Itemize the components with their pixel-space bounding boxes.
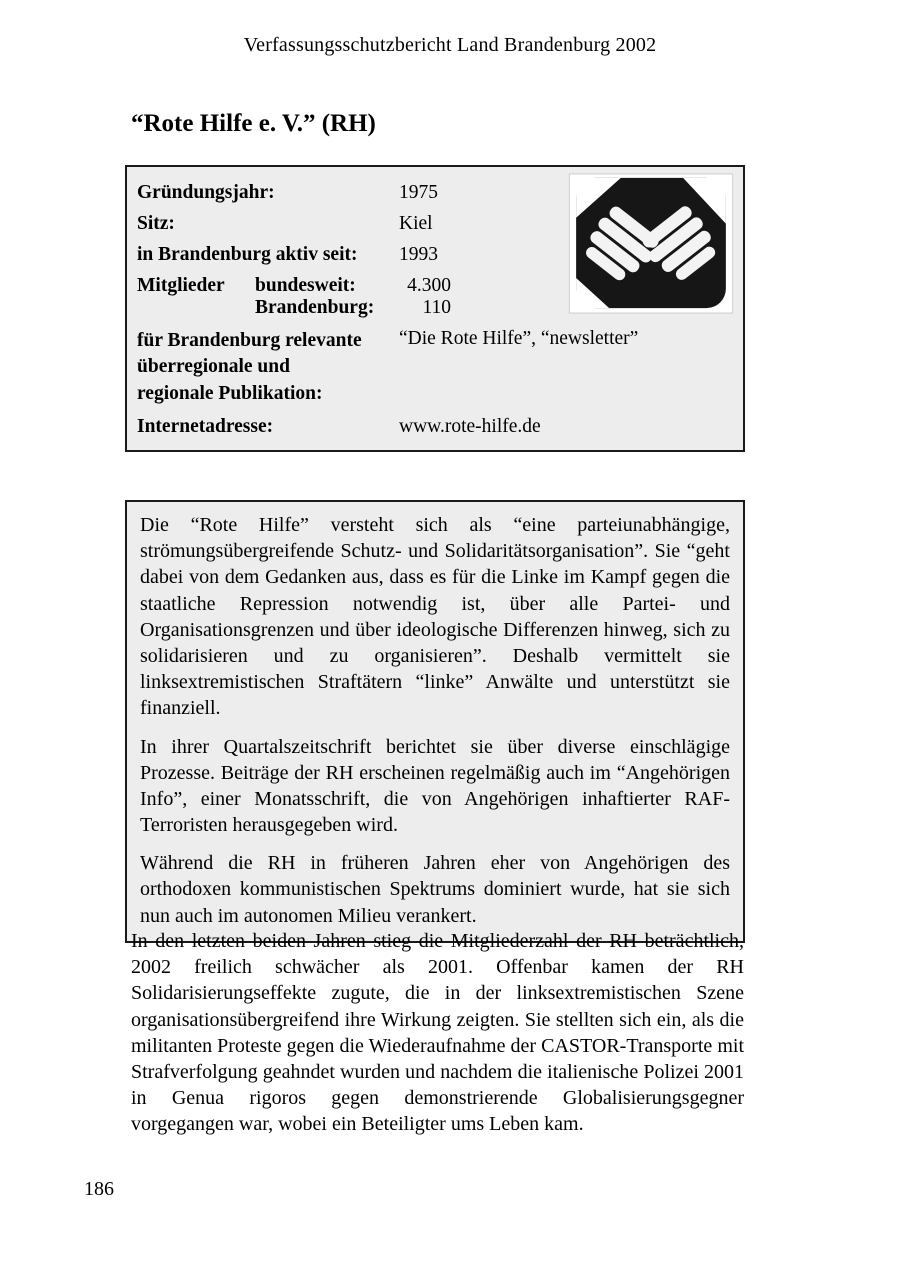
fact-value: “Die Rote Hilfe”, “newsletter” (399, 328, 639, 349)
fact-label: Sitz: (137, 213, 175, 234)
fact-label-line: für Brandenburg relevante (137, 330, 362, 351)
website-url: www.rote-hilfe.de (399, 415, 541, 437)
fact-label: in Brandenburg aktiv seit: (137, 244, 358, 265)
page-title: “Rote Hilfe e. V.” (RH) (131, 110, 376, 137)
summary-paragraph: Während die RH in früheren Jahren eher von Angehörigen des orthodoxen kommunistischen Spektrums dominiert wurde, hat sie sich nun auch im autonomen Milieu verankert. (140, 852, 730, 927)
fact-label: Internetadresse: (137, 415, 274, 437)
fact-value: 1993 (399, 244, 438, 265)
fact-value: 4.300 (407, 275, 451, 296)
fact-box (125, 165, 745, 452)
fact-label-line: überregionale und (137, 356, 290, 378)
summary-box (125, 500, 745, 943)
fact-value: 1975 (399, 182, 438, 203)
fact-label (137, 328, 399, 407)
fact-sublabel: bundesweit: (255, 275, 356, 296)
rote-hilfe-logo (567, 173, 735, 314)
summary-paragraph: In ihrer Quartalszeitschrift berichtet sie über diverse einschlägige Prozesse. Beiträge der RH erscheinen regelmäßig auch im “Angehörigen Info”, einer Monatsschrift, die von Angehörigen inhaftierter RAF-Terroristen herausgegeben wird. (140, 735, 730, 837)
fact-sublabel: Brandenburg: (255, 297, 375, 318)
fact-label: Mitglieder (137, 275, 225, 296)
fact-label: Gründungsjahr: (137, 182, 275, 203)
mitglieder-brandenburg-row (255, 297, 451, 319)
rote-hilfe-logo-graphic (567, 173, 735, 314)
fact-row-internetadresse (137, 416, 733, 438)
fact-row-publikation (137, 328, 733, 407)
fact-value: 110 (422, 297, 451, 318)
mitglieder-bundesweit-row (255, 275, 451, 297)
summary-paragraph: Die “Rote Hilfe” versteht sich als “eine parteiunabhängige, strömungsübergreifende Schutz- und Solidaritätsorganisation”. Sie “geht dabei von dem Gedanken aus, dass es für die Linke im Kampf gegen die staatliche Repression notwendig ist, über alle Partei- und Organisationsgrenzen und über ideologische Differenzen hinweg, sich zu solidarisieren und zu organisieren”. Deshalb vermittelt sie linksextremistischen Straftätern “linke” Anwälte und unterstützt sie finanziell. (140, 514, 730, 720)
page-number: 186 (84, 1178, 114, 1200)
mitglieder-sub-table (255, 275, 451, 319)
body-paragraph: In den letzten beiden Jahren stieg die Mitgliederzahl der RH beträchtlich, 2002 freilich schwächer als 2001. Offenbar kamen der RH Solidarisierungseffekte zugute, die in der linksextremistischen Szene organisationsübergreifend ihre Wirkung zeigten. Sie stellten sich ein, als die militanten Proteste gegen die Wiederaufnahme der CASTOR-Transporte mit Strafverfolgung geahndet wurden und nachdem die italienische Polizei 2001 in Genua rigoros gegen demonstrierende Globalisierungsgegner vorgegangen war, wobei ein Beteiligter ums Leben kam. (131, 930, 744, 1136)
running-header: Verfassungsschutzbericht Land Brandenburg 2002 (243, 34, 657, 56)
fact-value: Kiel (399, 213, 433, 234)
fact-label-line: regionale Publikation: (137, 382, 323, 404)
